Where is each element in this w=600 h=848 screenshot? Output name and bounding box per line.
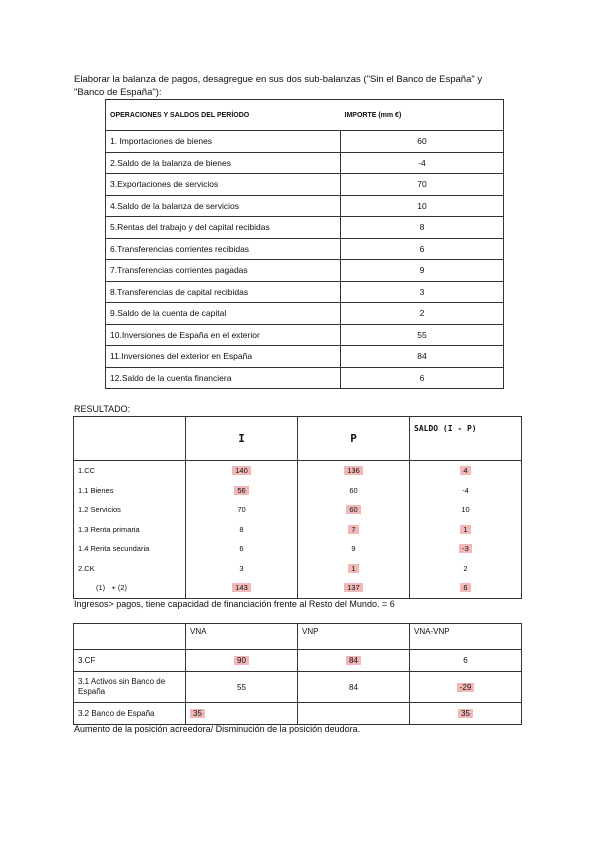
table-row: [106, 217, 504, 239]
financing-note: Ingresos> pagos, tiene capacidad de financiación frente al Resto del Mundo. = 6: [74, 599, 395, 609]
header-vna: VNA: [186, 624, 298, 650]
cell-value-highlighted: 90: [234, 656, 249, 665]
table-row: [74, 578, 522, 598]
table-row: [74, 672, 522, 703]
table-row: [106, 324, 504, 346]
row-value: 9: [341, 260, 504, 282]
position-note: Aumento de la posición acreedora/ Disminución de la posición deudora.: [74, 724, 361, 734]
table-row: [74, 461, 522, 481]
header-vnp: VNP: [298, 624, 410, 650]
cell-value-highlighted: 84: [346, 656, 361, 665]
table-row: [74, 703, 522, 725]
row-value: -4: [341, 152, 504, 174]
row-label: 6.Transferencias corrientes recibidas: [106, 238, 341, 260]
table-row: [74, 559, 522, 579]
resultado-label: RESULTADO:: [74, 404, 131, 414]
table-row: [74, 481, 522, 501]
header-pagos: P: [298, 417, 410, 461]
cell-value-highlighted: 143: [232, 583, 251, 592]
table-row: [106, 152, 504, 174]
header-ingresos: I: [186, 417, 298, 461]
cell-value: 6: [186, 539, 298, 559]
row-label: 11.Inversiones del exterior en España: [106, 346, 341, 368]
cell-value: 84: [298, 672, 410, 703]
row-label: 1.2 Servicios: [74, 500, 186, 520]
cell-value: 60: [298, 481, 410, 501]
cell-value: 8: [186, 520, 298, 540]
cell-value-highlighted: 7: [348, 525, 358, 534]
row-label: 3.2 Banco de España: [74, 703, 186, 725]
row-value: 84: [341, 346, 504, 368]
table-row: [106, 346, 504, 368]
cell-value-highlighted: 56: [234, 486, 248, 495]
row-label: 1.3 Renta primaria: [74, 520, 186, 540]
cell-value-highlighted: -29: [457, 683, 475, 692]
row-label: 8.Transferencias de capital recibidas: [106, 281, 341, 303]
cell-value-highlighted: -3: [459, 544, 472, 553]
row-label: 3.CF: [74, 650, 186, 672]
row-label: 5.Rentas del trabajo y del capital recibidas: [106, 217, 341, 239]
row-value: 2: [341, 303, 504, 325]
row-value: 60: [341, 131, 504, 153]
table-row: [74, 650, 522, 672]
table-row: [106, 367, 504, 389]
row-value: 6: [341, 238, 504, 260]
intro-text: Elaborar la balanza de pagos, desagregue en sus dos sub-balanzas ("Sin el Banco de España" y "Banco de España"):: [74, 74, 483, 98]
header-blank: [74, 417, 186, 461]
table-row: [74, 520, 522, 540]
row-label: 10.Inversiones de España en el exterior: [106, 324, 341, 346]
header-importe: IMPORTE (mm €): [341, 100, 504, 131]
cell-value-highlighted: 6: [460, 583, 470, 592]
table-header: [74, 417, 522, 461]
cell-value-highlighted: 4: [460, 466, 470, 475]
row-label: 3.Exportaciones de servicios: [106, 174, 341, 196]
row-value: 6: [341, 367, 504, 389]
operations-table: [105, 99, 504, 389]
row-label: 2.CK: [74, 559, 186, 579]
row-value: 10: [341, 195, 504, 217]
row-label: 9.Saldo de la cuenta de capital: [106, 303, 341, 325]
table-row: [106, 131, 504, 153]
header-vna-vnp: VNA-VNP: [410, 624, 522, 650]
header-saldo: SALDO (I - P): [410, 417, 522, 461]
row-value: 3: [341, 281, 504, 303]
row-label: 7.Transferencias corrientes pagadas: [106, 260, 341, 282]
table-row: [106, 281, 504, 303]
financial-account-table: [73, 623, 522, 725]
table-row: [106, 174, 504, 196]
row-label: 1.1 Bienes: [74, 481, 186, 501]
table-row: [106, 195, 504, 217]
header-blank: [74, 624, 186, 650]
table-header: [74, 624, 522, 650]
table-row: [74, 500, 522, 520]
row-label: 2.Saldo de la balanza de bienes: [106, 152, 341, 174]
cell-value-highlighted: 137: [344, 583, 363, 592]
cell-value: 10: [410, 500, 522, 520]
row-value: 70: [341, 174, 504, 196]
cell-value-highlighted: 1: [460, 525, 470, 534]
row-label: 1.4 Renta secundaria: [74, 539, 186, 559]
row-label: (1) + (2): [74, 578, 186, 598]
cell-value-highlighted: 60: [346, 505, 360, 514]
cell-value: 6: [410, 650, 522, 672]
cell-value-highlighted: 140: [232, 466, 251, 475]
table-row: [106, 238, 504, 260]
cell-value: 55: [186, 672, 298, 703]
cell-value: 3: [186, 559, 298, 579]
cell-value-highlighted: 35: [458, 709, 473, 718]
cell-value-highlighted: 35: [190, 709, 205, 718]
table-row: [106, 260, 504, 282]
row-value: 8: [341, 217, 504, 239]
table-header: [106, 100, 504, 131]
header-operations: OPERACIONES Y SALDOS DEL PERÍODO: [106, 100, 341, 131]
row-label: 12.Saldo de la cuenta financiera: [106, 367, 341, 389]
table-row: [106, 303, 504, 325]
row-label: 1. Importaciones de bienes: [106, 131, 341, 153]
cell-value: -4: [410, 481, 522, 501]
row-label: 4.Saldo de la balanza de servicios: [106, 195, 341, 217]
row-label: 1.CC: [74, 461, 186, 481]
cell-value-highlighted: 136: [344, 466, 363, 475]
resultado-table: [73, 416, 522, 599]
cell-value: 70: [186, 500, 298, 520]
cell-value: 9: [298, 539, 410, 559]
cell-value-highlighted: 1: [348, 564, 358, 573]
table-row: [74, 539, 522, 559]
row-value: 55: [341, 324, 504, 346]
row-label: 3.1 Activos sin Banco de España: [74, 672, 186, 703]
cell-value: 2: [410, 559, 522, 579]
cell-value: [298, 703, 410, 725]
